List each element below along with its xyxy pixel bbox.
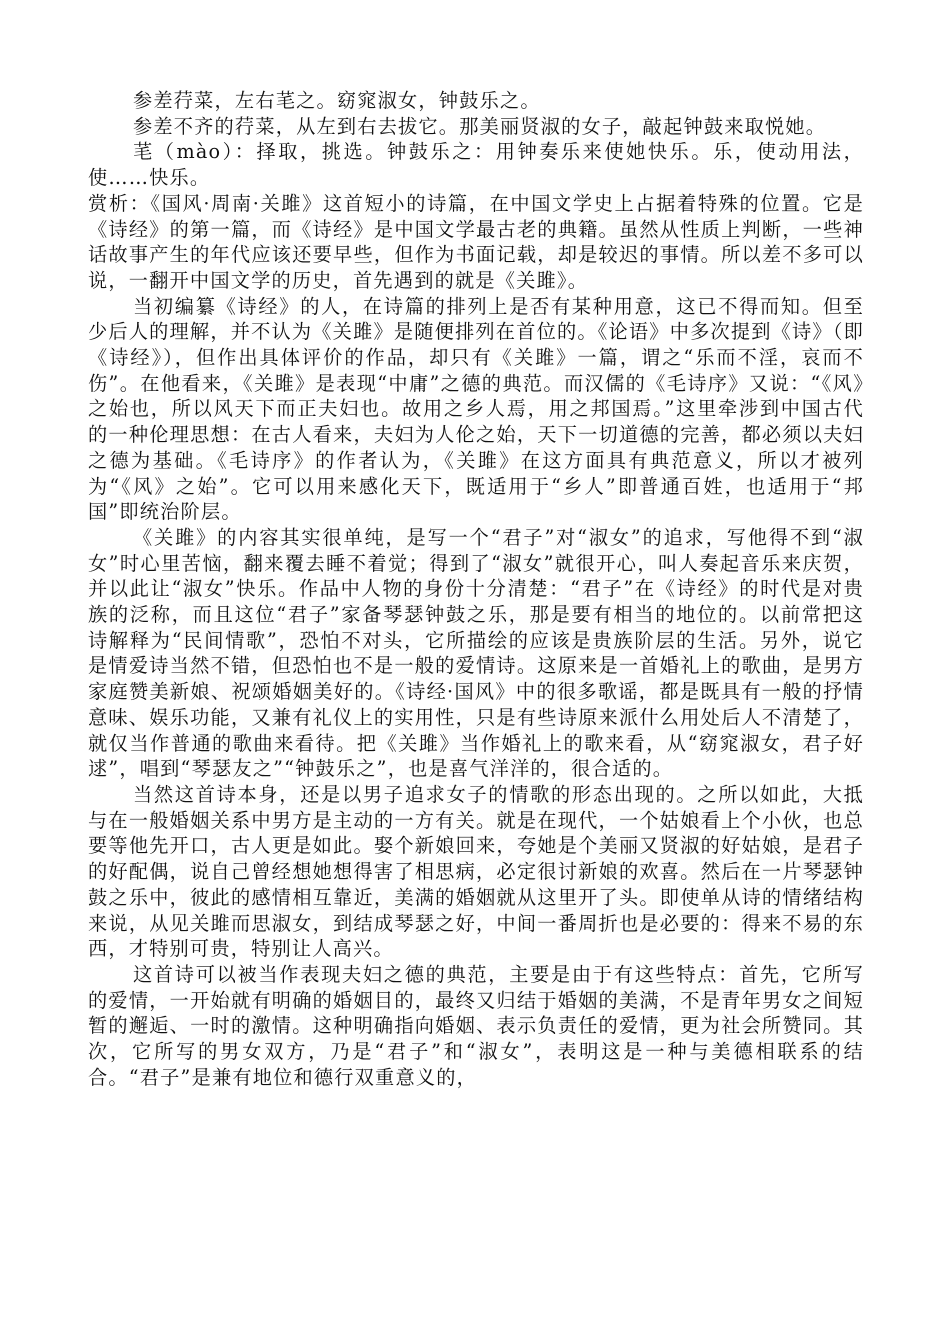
word-annotation: 芼（mào）：择取，挑选。钟鼓乐之：用钟奏乐来使她快乐。乐，使动用法，使……快乐。 [88, 140, 864, 190]
appreciation-intro: 赏析：《国风·周南·关雎》这首短小的诗篇，在中国文学史上占据着特殊的位置。它是《诗经》的第一篇，而《诗经》是中国文学最古老的典籍。虽然从性质上判断，一些神话故事产生的年代应该还要早些，但作为书面记载，却是较迟的事情。所以差不多可以说，一翻开中国文学的历史，首先遇到的就是《关雎》。 [88, 191, 864, 292]
appreciation-paragraph: 当初编纂《诗经》的人，在诗篇的排列上是否有某种用意，这已不得而知。但至少后人的理解，并不认为《关雎》是随便排列在首位的。《论语》中多次提到《诗》（即《诗经》），但作出具体评价的作品，却只有《关雎》一篇，谓之“乐而不淫，哀而不伤”。在他看来，《关雎》是表现“中庸”之德的典范。而汉儒的《毛诗序》又说：“《风》之始也，所以风天下而正夫妇也。故用之乡人焉，用之邦国焉。”这里牵涉到中国古代的一种伦理思想：在古人看来，夫妇为人伦之始，天下一切道德的完善，都必须以夫妇之德为基础。《毛诗序》的作者认为，《关雎》在这方面具有典范意义，所以才被列为“《风》之始”。它可以用来感化天下，既适用于“乡人”即普通百姓，也适用于“邦国”即统治阶层。 [88, 294, 864, 524]
appreciation-paragraph: 这首诗可以被当作表现夫妇之德的典范，主要是由于有这些特点：首先，它所写的爱情，一开始就有明确的婚姻目的，最终又归结于婚姻的美满，不是青年男女之间短暂的邂逅、一时的激情。这种明确指向婚姻、表示负责任的爱情，更为社会所赞同。其次，它所写的男女双方，乃是“君子”和“淑女”，表明这是一种与美德相联系的结合。“君子”是兼有地位和德行双重意义的， [88, 962, 864, 1089]
appreciation-paragraph: 当然这首诗本身，还是以男子追求女子的情歌的形态出现的。之所以如此，大抵与在一般婚姻关系中男方是主动的一方有关。就是在现代，一个姑娘看上个小伙，也总要等他先开口，古人更是如此。娶个新娘回来，夸她是个美丽又贤淑的好姑娘，是君子的好配偶，说自己曾经想她想得害了相思病，必定很讨新娘的欢喜。然后在一片琴瑟钟鼓之乐中，彼此的感情相互靠近，美满的婚姻就从这里开了头。即使单从诗的情绪结构来说，从见关雎而思淑女，到结成琴瑟之好，中间一番周折也是必要的：得来不易的东西，才特别可贵，特别让人高兴。 [88, 782, 864, 961]
poem-translation: 参差不齐的荇菜，从左到右去拔它。那美丽贤淑的女子，敲起钟鼓来取悦她。 [133, 114, 827, 138]
appreciation-paragraph: 《关雎》的内容其实很单纯，是写一个“君子”对“淑女”的追求，写他得不到“淑女”时心里苦恼，翻来覆去睡不着觉；得到了“淑女”就很开心，叫人奏起音乐来庆贺，并以此让“淑女”快乐。作品中人物的身份十分清楚：“君子”在《诗经》的时代是对贵族的泛称，而且这位“君子”家备琴瑟钟鼓之乐，那是要有相当的地位的。以前常把这诗解释为“民间情歌”，恐怕不对头，它所描绘的应该是贵族阶层的生活。另外，说它是情爱诗当然不错，但恐怕也不是一般的爱情诗。这原来是一首婚礼上的歌曲，是男方家庭赞美新娘、祝颂婚姻美好的。《诗经·国风》中的很多歌谣，都是既具有一般的抒情意味、娱乐功能，又兼有礼仪上的实用性，只是有些诗原来派什么用处后人不清楚了，就仅当作普通的歌曲来看待。把《关雎》当作婚礼上的歌来看，从“窈窕淑女，君子好逑”，唱到“琴瑟友之”“钟鼓乐之”，也是喜气洋洋的，很合适的。 [88, 525, 864, 781]
poem-line: 参差荇菜，左右芼之。窈窕淑女，钟鼓乐之。 [133, 89, 541, 112]
